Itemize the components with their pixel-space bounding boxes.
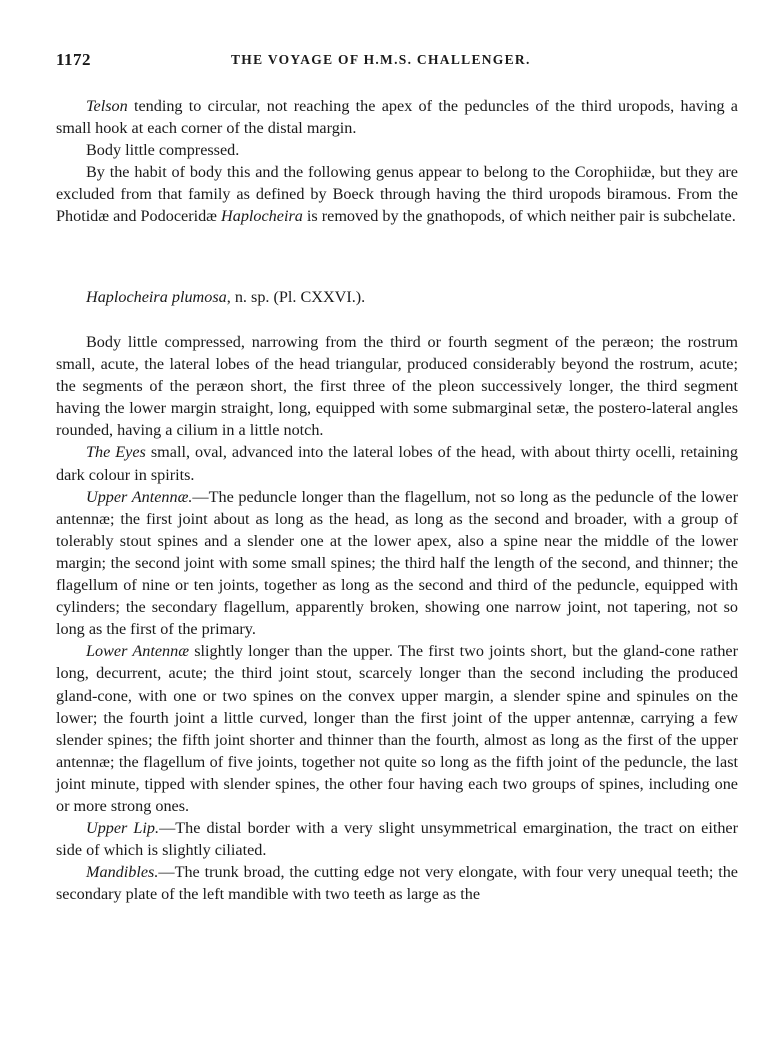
habit-text-1: By the habit of body this and the following genus appear to belong to the Corophiidæ, but they are excluded from that family as defined by Boeck through having the third uropods biramous. From the Photidæ and Podoceridæ <box>56 163 738 226</box>
upper-lip-term: Upper Lip. <box>86 819 160 838</box>
habit-text-2: is removed by the gnathopods, of which neither pair is subchelate. <box>302 207 736 226</box>
species-rest: , n. sp. (Pl. CXXVI.). <box>226 288 366 306</box>
lower-antennae-term: Lower Antennæ <box>86 642 189 661</box>
body-description-paragraph: Body little compressed, narrowing from the third or fourth segment of the peræon; the rostrum small, acute, the lateral lobes of the head triangular, produced considerably beyond the rostrum, acute; the segments of the peræon short, the first three of the pleon successively longer, the third segment having the lower margin straight, long, equipped with some submarginal setæ, the postero-lateral angles rounded, having a cilium in a little notch. <box>56 333 738 440</box>
mandibles-term: Mandibles. <box>86 863 159 882</box>
telson-paragraph <box>56 95 738 139</box>
running-title: THE VOYAGE OF H.M.S. CHALLENGER. <box>231 52 531 67</box>
mandibles-paragraph <box>56 861 738 905</box>
eyes-paragraph <box>56 441 738 485</box>
habit-paragraph <box>56 161 738 227</box>
species-name: Haplocheira plumosa <box>86 288 227 306</box>
intro-section <box>56 95 738 228</box>
page-header <box>56 50 736 74</box>
description-section <box>56 331 738 905</box>
species-heading <box>56 286 738 308</box>
upper-antennae-paragraph <box>56 486 738 641</box>
telson-text: tending to circular, not reaching the apex of the peduncles of the third uropods, having a small hook at each corner of the distal margin. <box>56 97 738 138</box>
habit-genus: Haplocheira <box>221 207 303 226</box>
eyes-term: The Eyes <box>86 443 146 462</box>
species-heading-block <box>56 286 738 308</box>
mandibles-text: —The trunk broad, the cutting edge not very elongate, with four very unequal teeth; the secondary plate of the left mandible with two teeth as large as the <box>56 863 738 904</box>
upper-lip-paragraph <box>56 817 738 861</box>
lower-antennae-paragraph <box>56 640 738 817</box>
body-paragraph: Body little compressed. <box>86 141 240 160</box>
upper-antennae-text: —The peduncle longer than the flagellum, not so long as the peduncle of the lower antennæ; the first joint about as long as the head, as long as the second and broader, with a group of tolerably stout spines and a slender one at the lower apex, also a spine near the middle of the lower margin; the second joint with some small spines; the third half the length of the second, and thinner; the flagellum of nine or ten joints, together as long as the second and third of the peduncle, equipped with cylinders; the secondary flagellum, apparently broken, showing one narrow joint, not tapering, not so long as the first of the primary. <box>56 487 738 639</box>
lower-antennae-text: slightly longer than the upper. The first two joints short, but the gland-cone rather long, decurrent, acute; the third joint stout, scarcely longer than the second including the produced gland-cone, with one or two spines on the convex upper margin, a slender spine and spinules on the lower; the fourth joint a little curved, longer than the first joint of the upper antennæ, carrying a few slender spines; the fifth joint shorter and thinner than the fourth, almost as long as the first of the upper antennæ; the flagellum of five joints, together not quite so long as the fifth joint of the peduncle, the last joint minute, tipped with slender spines, the other four having each two groups of spines, including one or more strong ones. <box>56 642 739 815</box>
telson-term: Telson <box>86 97 128 115</box>
eyes-text: small, oval, advanced into the lateral lobes of the head, with about thirty ocelli, retaining dark colour in spirits. <box>56 443 738 484</box>
upper-antennae-term: Upper Antennæ. <box>86 487 193 506</box>
upper-lip-text: —The distal border with a very slight unsymmetrical emargination, the tract on either side of which is slightly ciliated. <box>56 819 738 860</box>
page-number: 1172 <box>56 50 92 69</box>
